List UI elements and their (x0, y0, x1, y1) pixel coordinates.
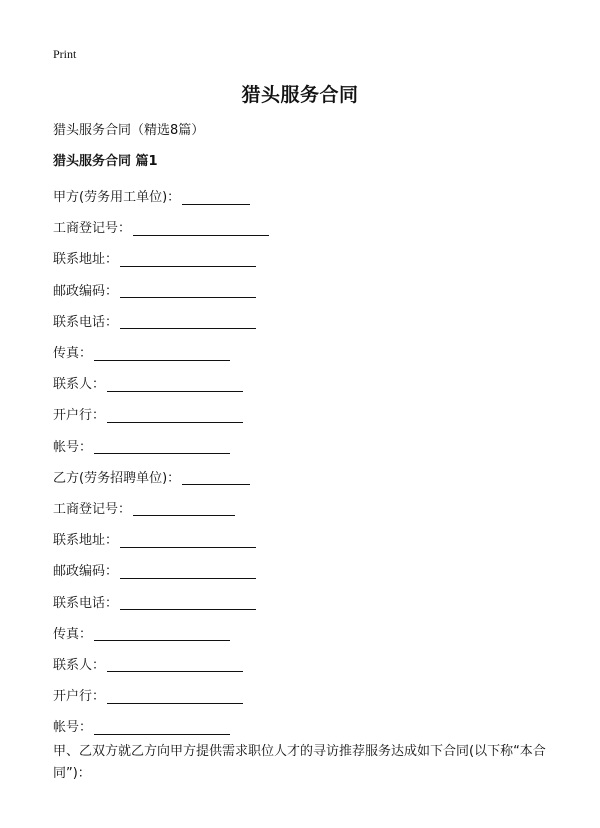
party-b-contact-field (53, 648, 553, 679)
field-label: 联系地址： (53, 533, 119, 549)
field-label: 工商登记号： (53, 221, 132, 237)
party-a-registration-field (53, 211, 553, 242)
field-label: 联系电话： (53, 595, 119, 611)
party-a-address-field (53, 242, 553, 273)
blank-line (120, 284, 256, 298)
blank-line (120, 534, 256, 548)
blank-line (94, 347, 230, 361)
blank-line (94, 627, 230, 641)
party-b-phone-field (53, 585, 553, 616)
field-label: 传真： (53, 626, 93, 642)
field-label: 传真： (53, 346, 93, 362)
blank-line (107, 409, 243, 423)
party-a-contact-field (53, 367, 553, 398)
party-a-postcode-field (53, 274, 553, 305)
party-b-postcode-field (53, 554, 553, 585)
document-title: 猎头服务合同 (241, 84, 359, 106)
section-heading: 猎头服务合同 篇1 (53, 154, 158, 169)
print-link[interactable]: Print (53, 47, 77, 61)
field-label: 联系地址： (53, 252, 119, 268)
closing-paragraph: 甲、乙双方就乙方向甲方提供需求职位人才的寻访推荐服务达成如下合同(以下称“本合同”)： (53, 744, 546, 781)
field-label: 帐号： (53, 439, 93, 455)
blank-line (120, 253, 256, 267)
document-subtitle: 猎头服务合同（精选8篇） (53, 123, 205, 138)
field-label: 联系人： (53, 657, 106, 673)
blank-line (107, 658, 243, 672)
party-b-address-field (53, 523, 553, 554)
field-label: 开户行： (53, 689, 106, 705)
field-label: 邮政编码： (53, 564, 119, 580)
blank-line (182, 191, 250, 205)
blank-line (120, 565, 256, 579)
blank-line (182, 471, 250, 485)
field-label: 联系人： (53, 377, 106, 393)
blank-line (133, 222, 269, 236)
party-b-fax-field (53, 617, 553, 648)
party-b-recruiter-field (53, 461, 553, 492)
party-a-account-field (53, 430, 553, 461)
field-label: 帐号： (53, 720, 93, 736)
contract-party-fields (53, 180, 553, 741)
party-b-registration-field (53, 492, 553, 523)
blank-line (94, 721, 230, 735)
blank-line (107, 690, 243, 704)
field-label: 联系电话： (53, 314, 119, 330)
field-label: 甲方(劳务用工单位)： (53, 190, 181, 206)
field-label: 开户行： (53, 408, 106, 424)
party-b-account-field (53, 710, 553, 741)
blank-line (133, 502, 235, 516)
blank-line (107, 378, 243, 392)
blank-line (120, 315, 256, 329)
field-label: 乙方(劳务招聘单位)： (53, 470, 181, 486)
party-a-fax-field (53, 336, 553, 367)
blank-line (94, 440, 230, 454)
blank-line (120, 596, 256, 610)
field-label: 邮政编码： (53, 283, 119, 299)
party-a-phone-field (53, 305, 553, 336)
party-b-bank-field (53, 679, 553, 710)
party-a-bank-field (53, 398, 553, 429)
field-label: 工商登记号： (53, 501, 132, 517)
party-a-employer-field (53, 180, 553, 211)
